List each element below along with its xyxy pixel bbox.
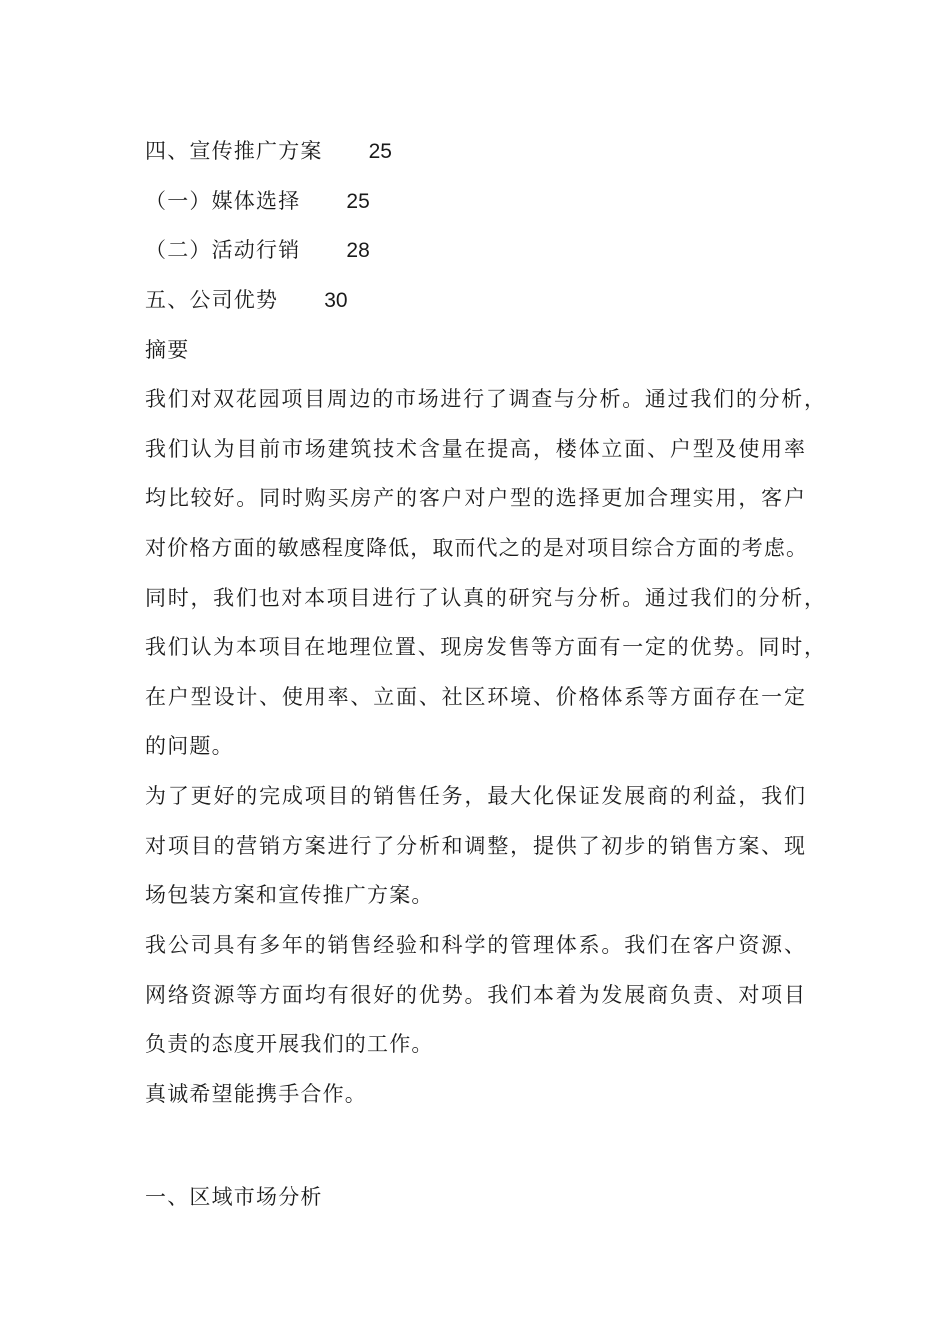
paragraph-line: 我公司具有多年的销售经验和科学的管理体系。我们在客户资源、 bbox=[145, 933, 805, 957]
paragraph-line: 均比较好。同时购买房产的客户对户型的选择更加合理实用，客户 bbox=[145, 486, 805, 510]
paragraph-line: 我们认为本项目在地理位置、现房发售等方面有一定的优势。同时， bbox=[145, 635, 825, 659]
toc-entry-page: 30 bbox=[324, 289, 348, 312]
toc-entry-title: 五、公司优势 bbox=[145, 288, 279, 312]
section-heading: 一、区域市场分析 bbox=[145, 1185, 323, 1209]
paragraph-line: 负责的态度开展我们的工作。 bbox=[145, 1032, 434, 1056]
paragraph-line: 在户型设计、使用率、立面、社区环境、价格体系等方面存在一定 bbox=[145, 685, 805, 709]
summary-heading: 摘要 bbox=[145, 338, 190, 362]
paragraph-line: 我们对双花园项目周边的市场进行了调查与分析。通过我们的分析， bbox=[145, 387, 825, 411]
paragraph-line: 的问题。 bbox=[145, 734, 234, 758]
paragraph-line: 场包装方案和宣传推广方案。 bbox=[145, 883, 434, 907]
toc-entry bbox=[145, 186, 370, 217]
toc-entry bbox=[145, 136, 392, 167]
toc-entry bbox=[145, 285, 348, 316]
toc-entry-title: （二）活动行销 bbox=[145, 238, 301, 262]
paragraph-line: 真诚希望能携手合作。 bbox=[145, 1082, 367, 1106]
toc-entry-page: 28 bbox=[346, 239, 370, 262]
toc-entry-page: 25 bbox=[368, 140, 392, 163]
paragraph-line: 为了更好的完成项目的销售任务，最大化保证发展商的利益，我们 bbox=[145, 784, 805, 808]
toc-entry-title: （一）媒体选择 bbox=[145, 189, 301, 213]
toc-entry-page: 25 bbox=[346, 190, 370, 213]
toc-entry-title: 四、宣传推广方案 bbox=[145, 139, 323, 163]
toc-entry bbox=[145, 235, 370, 266]
paragraph-line: 对项目的营销方案进行了分析和调整，提供了初步的销售方案、现 bbox=[145, 834, 805, 858]
paragraph-line: 对价格方面的敏感程度降低，取而代之的是对项目综合方面的考虑。 bbox=[145, 536, 807, 560]
paragraph-line: 网络资源等方面均有很好的优势。我们本着为发展商负责、对项目 bbox=[145, 983, 805, 1007]
paragraph-line: 同时，我们也对本项目进行了认真的研究与分析。通过我们的分析， bbox=[145, 586, 825, 610]
paragraph-line: 我们认为目前市场建筑技术含量在提高，楼体立面、户型及使用率 bbox=[145, 437, 805, 461]
